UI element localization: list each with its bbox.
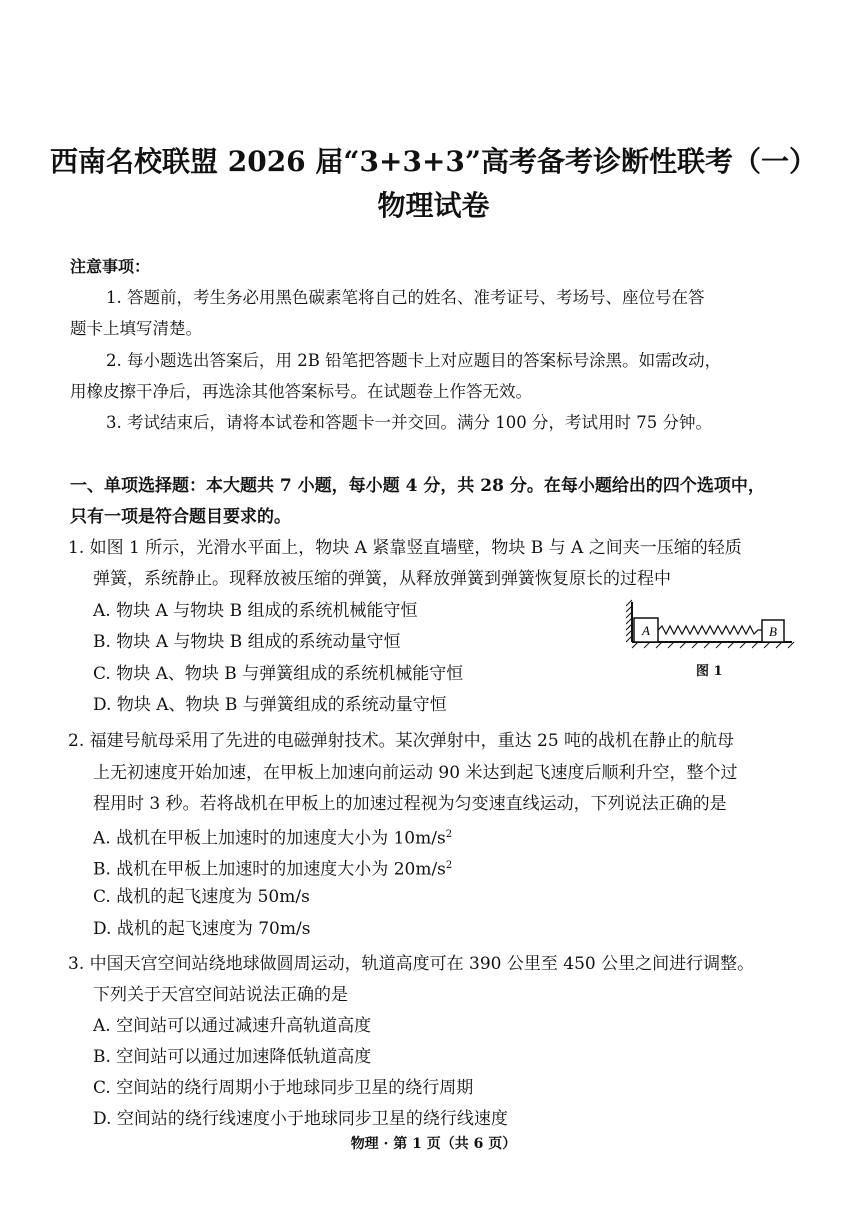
question-3-stem-cont: 下列关于天宫空间站说法正确的是 [93,985,348,1005]
section-heading: 一、单项选择题：本大题共 7 小题，每小题 4 分，共 28 分。在每小题给出的四个选项中， [70,476,765,496]
question-2-stem-cont-2: 程用时 3 秒。若将战机在甲板上的加速过程视为匀变速直线运动，下列说法正确的是 [93,794,727,814]
question-3-stem: 3. 中国天宫空间站绕地球做圆周运动，轨道高度可在 390 公里至 450 公里之间进行调整。 [68,954,755,974]
notice-item-3: 3. 考试结束后，请将本试卷和答题卡一并交回。满分 100 分，考试用时 75 分钟。 [106,413,712,432]
question-1-option-a: A. 物块 A 与物块 B 组成的系统机械能守恒 [93,601,418,621]
question-1-stem: 1. 如图 1 所示，光滑水平面上，物块 A 紧靠竖直墙壁，物块 B 与 A 之间夹一压缩的轻质 [68,538,742,558]
notice-heading: 注意事项： [70,257,151,276]
section-heading-cont: 只有一项是符合题目要求的。 [70,507,291,527]
exam-title: 西南名校联盟 2026 届“3+3+3”高考备考诊断性联考（一） [49,145,817,178]
question-2-stem: 2. 福建号航母采用了先进的电磁弹射技术。某次弹射中，重达 25 吨的战机在静止的航母 [68,731,735,751]
question-3-option-c: C. 空间站的绕行周期小于地球同步卫星的绕行周期 [93,1078,474,1098]
question-2-option-a: A. 战机在甲板上加速时的加速度大小为 $10m/s^2$ [93,828,453,849]
block-b-label: B [769,624,777,639]
question-1-stem-cont: 弹簧，系统静止。现释放被压缩的弹簧，从释放弹簧到弹簧恢复原长的过程中 [93,569,671,589]
figure-1-caption: 图 1 [696,664,723,679]
notice-item-1: 1. 答题前，考生务必用黑色碳素笔将自己的姓名、准考证号、考场号、座位号在答 [106,288,705,307]
question-2-option-d: D. 战机的起飞速度为 70m/s [93,919,311,939]
notice-item-2: 2. 每小题选出答案后，用 2B 铅笔把答题卡上对应题目的答案标号涂黑。如需改动， [106,351,722,370]
question-1-option-d: D. 物块 A、物块 B 与弹簧组成的系统动量守恒 [93,695,447,715]
notice-item-2-cont: 用橡皮擦干净后，再选涂其他答案标号。在试题卷上作答无效。 [70,382,532,401]
question-3-option-d: D. 空间站的绕行线速度小于地球同步卫星的绕行线速度 [93,1109,508,1129]
question-2-stem-cont-1: 上无初速度开始加速，在甲板上加速向前运动 90 米达到起飞速度后顺利升空，整个过 [93,763,738,783]
question-3-option-b: B. 空间站可以通过加速降低轨道高度 [93,1047,372,1067]
question-3-option-a: A. 空间站可以通过减速升高轨道高度 [93,1016,372,1036]
block-a-label: A [642,623,650,638]
page-footer: 物理 · 第 1 页（共 6 页） [350,1136,517,1152]
spring [658,626,762,634]
question-2-option-b: B. 战机在甲板上加速时的加速度大小为 $20m/s^2$ [93,859,453,880]
exam-subject-title: 物理试卷 [377,189,490,222]
notice-item-1-cont: 题卡上填写清楚。 [70,319,202,338]
question-2-option-c: C. 战机的起飞速度为 50m/s [93,887,310,907]
question-1-option-b: B. 物块 A 与物块 B 组成的系统动量守恒 [93,632,401,652]
question-1-option-c: C. 物块 A、物块 B 与弹簧组成的系统机械能守恒 [93,664,464,684]
